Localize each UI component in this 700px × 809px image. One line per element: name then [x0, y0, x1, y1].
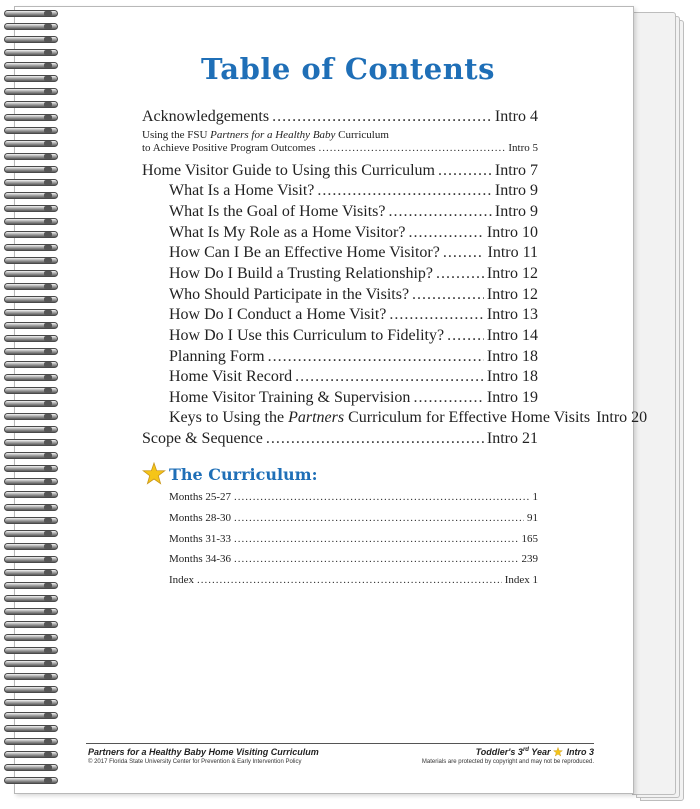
leader-dots: [412, 288, 484, 301]
spiral-coil: [4, 777, 58, 789]
footer-page-number: Intro 3: [566, 747, 594, 757]
spiral-coil: [4, 413, 58, 425]
toc-entry[interactable]: [169, 205, 538, 218]
spiral-coil: [4, 686, 58, 698]
toc-page: Intro 13: [486, 306, 538, 323]
spiral-coil: [4, 244, 58, 256]
star-icon: [142, 462, 166, 486]
toc-entry[interactable]: [169, 491, 538, 504]
toc-page: Intro 11: [487, 244, 538, 261]
toc-label: Months 25-27: [169, 491, 232, 503]
toc-page: 165: [521, 533, 538, 545]
spiral-coil: [4, 10, 58, 22]
leader-dots: [234, 491, 529, 504]
toc-label: Home Visitor Training & Supervision: [169, 389, 411, 406]
spiral-coil: [4, 725, 58, 737]
spiral-coil: [4, 23, 58, 35]
toc-entry[interactable]: [142, 164, 538, 177]
footer-divider: [86, 743, 594, 744]
toc-page: 91: [527, 512, 538, 524]
toc-label: Acknowledgements: [142, 108, 270, 125]
spiral-coil: [4, 582, 58, 594]
toc-page: Intro 18: [486, 368, 538, 385]
page-title: Table of Contents: [200, 52, 495, 86]
leader-dots: [266, 432, 484, 445]
toc-page: Intro 7: [494, 162, 538, 179]
spiral-coil: [4, 179, 58, 191]
toc-label: What Is the Goal of Home Visits?: [169, 203, 386, 220]
spiral-coil: [4, 335, 58, 347]
spiral-coil: [4, 517, 58, 529]
spiral-coil: [4, 751, 58, 763]
toc-page: Intro 4: [494, 108, 538, 125]
toc-entry[interactable]: [169, 512, 538, 525]
toc-entry[interactable]: [169, 288, 538, 301]
toc-page: Intro 5: [508, 142, 538, 154]
spiral-coil: [4, 387, 58, 399]
spiral-coil: [4, 49, 58, 61]
leader-dots: [413, 391, 483, 404]
toc-entry[interactable]: [169, 308, 538, 321]
leader-dots: [268, 350, 484, 363]
leader-dots: [447, 329, 484, 342]
spiral-coil: [4, 530, 58, 542]
toc-entry[interactable]: [169, 267, 538, 280]
footer-left: [88, 747, 319, 765]
leader-dots: [317, 184, 492, 197]
spiral-coil: [4, 738, 58, 750]
toc-label: Planning Form: [169, 348, 265, 365]
spiral-coil: [4, 374, 58, 386]
spiral-coil: [4, 127, 58, 139]
toc-page: Intro 12: [486, 286, 538, 303]
spiral-binding: [0, 10, 60, 800]
toc-entry[interactable]: [169, 553, 538, 566]
spiral-coil: [4, 192, 58, 204]
leader-dots: [389, 308, 484, 321]
spiral-coil: [4, 296, 58, 308]
toc-page: Intro 12: [486, 265, 538, 282]
footer-page-label: [422, 747, 594, 757]
spiral-coil: [4, 400, 58, 412]
spiral-coil: [4, 569, 58, 581]
leader-dots: [234, 553, 518, 566]
page-stack-edge: [632, 12, 676, 795]
leader-dots: [197, 574, 502, 587]
spiral-coil: [4, 621, 58, 633]
toc-page: Intro 14: [486, 327, 538, 344]
spiral-coil: [4, 322, 58, 334]
leader-dots: [443, 246, 485, 259]
footer-right: [422, 747, 594, 765]
toc-entry[interactable]: [142, 110, 538, 123]
leader-dots: [438, 164, 492, 177]
toc-label: Months 28-30: [169, 512, 232, 524]
leader-dots: [319, 142, 506, 155]
toc-page: Index 1: [504, 574, 538, 586]
footer-year: Toddler's 3rd Year: [475, 747, 551, 757]
toc-page: Intro 20: [596, 409, 648, 426]
toc-label-line2: [142, 142, 538, 155]
footer-copyright-note: Materials are protected by copyright and may not be reproduced.: [421, 759, 594, 765]
toc-label: Index: [169, 574, 195, 586]
toc-label: What Is a Home Visit?: [169, 182, 315, 199]
leader-dots: [295, 370, 484, 383]
toc-entry[interactable]: [169, 329, 538, 342]
toc-entry[interactable]: [169, 370, 538, 383]
spiral-coil: [4, 205, 58, 217]
toc-page: Intro 18: [486, 348, 538, 365]
toc-label: How Do I Use this Curriculum to Fidelity?: [169, 327, 445, 344]
spiral-coil: [4, 283, 58, 295]
toc-label: How Can I Be an Effective Home Visitor?: [169, 244, 440, 261]
toc-label: What Is My Role as a Home Visitor?: [169, 224, 406, 241]
spiral-coil: [4, 231, 58, 243]
toc-page: 239: [521, 553, 538, 565]
spiral-coil: [4, 491, 58, 503]
spiral-coil: [4, 348, 58, 360]
spiral-coil: [4, 140, 58, 152]
toc-label: Scope & Sequence: [142, 430, 263, 447]
toc-entry[interactable]: [169, 246, 538, 259]
spiral-coil: [4, 712, 58, 724]
toc-page: 1: [532, 491, 538, 503]
toc-entry[interactable]: [169, 409, 648, 426]
footer-book-title: Partners for a Healthy Baby Home Visiting Curriculum: [88, 747, 319, 757]
leader-dots: [234, 533, 518, 546]
toc-entry[interactable]: [169, 391, 538, 404]
spiral-coil: [4, 478, 58, 490]
spiral-coil: [4, 764, 58, 776]
toc-label: Keys to Using the Partners Curriculum for Effective Home Visits: [169, 409, 591, 426]
toc-label: Months 34-36: [169, 553, 232, 565]
toc-entry[interactable]: [142, 432, 538, 445]
spiral-coil: [4, 543, 58, 555]
toc-label: How Do I Build a Trusting Relationship?: [169, 265, 434, 282]
toc-label: Who Should Participate in the Visits?: [169, 286, 410, 303]
leader-dots: [388, 205, 491, 218]
curriculum-title: The Curriculum:: [169, 464, 318, 484]
toc-entry[interactable]: [169, 350, 538, 363]
spiral-coil: [4, 361, 58, 373]
spiral-coil: [4, 439, 58, 451]
toc-label: to Achieve Positive Program Outcomes: [142, 142, 316, 154]
toc-entry[interactable]: [142, 129, 538, 155]
spiral-coil: [4, 62, 58, 74]
toc-label: Home Visitor Guide to Using this Curriculum: [142, 162, 435, 179]
toc-entry[interactable]: [169, 574, 538, 587]
footer-copyright: © 2017 Florida State University Center for Prevention & Early Intervention Policy: [88, 759, 302, 765]
spiral-coil: [4, 426, 58, 438]
spiral-coil: [4, 634, 58, 646]
spiral-coil: [4, 647, 58, 659]
spiral-coil: [4, 309, 58, 321]
spiral-coil: [4, 75, 58, 87]
spiral-coil: [4, 673, 58, 685]
leader-dots: [234, 512, 524, 525]
toc-label: Months 31-33: [169, 533, 232, 545]
spiral-coil: [4, 556, 58, 568]
toc-label: How Do I Conduct a Home Visit?: [169, 306, 387, 323]
toc-page: Intro 9: [494, 203, 538, 220]
spiral-coil: [4, 270, 58, 282]
toc-entry[interactable]: [169, 184, 538, 197]
toc-label-line1: Using the FSU Partners for a Healthy Baby Curriculum: [142, 129, 389, 141]
spiral-coil: [4, 660, 58, 672]
spiral-coil: [4, 699, 58, 711]
toc-label: Home Visit Record: [169, 368, 293, 385]
toc-page: Intro 10: [486, 224, 538, 241]
spiral-coil: [4, 114, 58, 126]
leader-dots: [436, 267, 484, 280]
toc-page: Intro 21: [486, 430, 538, 447]
star-icon: [553, 747, 563, 757]
spiral-coil: [4, 595, 58, 607]
toc-entry[interactable]: [169, 226, 538, 239]
curriculum-heading: [142, 462, 318, 486]
spiral-coil: [4, 218, 58, 230]
leader-dots: [272, 110, 492, 123]
spiral-coil: [4, 166, 58, 178]
spiral-coil: [4, 465, 58, 477]
toc-page: Intro 9: [494, 182, 538, 199]
leader-dots: [408, 226, 483, 239]
toc-page: Intro 19: [486, 389, 538, 406]
spiral-coil: [4, 504, 58, 516]
spiral-coil: [4, 153, 58, 165]
spiral-coil: [4, 452, 58, 464]
spiral-coil: [4, 36, 58, 48]
spiral-coil: [4, 257, 58, 269]
spiral-coil: [4, 608, 58, 620]
spiral-coil: [4, 101, 58, 113]
spiral-coil: [4, 88, 58, 100]
toc-entry[interactable]: [169, 533, 538, 546]
